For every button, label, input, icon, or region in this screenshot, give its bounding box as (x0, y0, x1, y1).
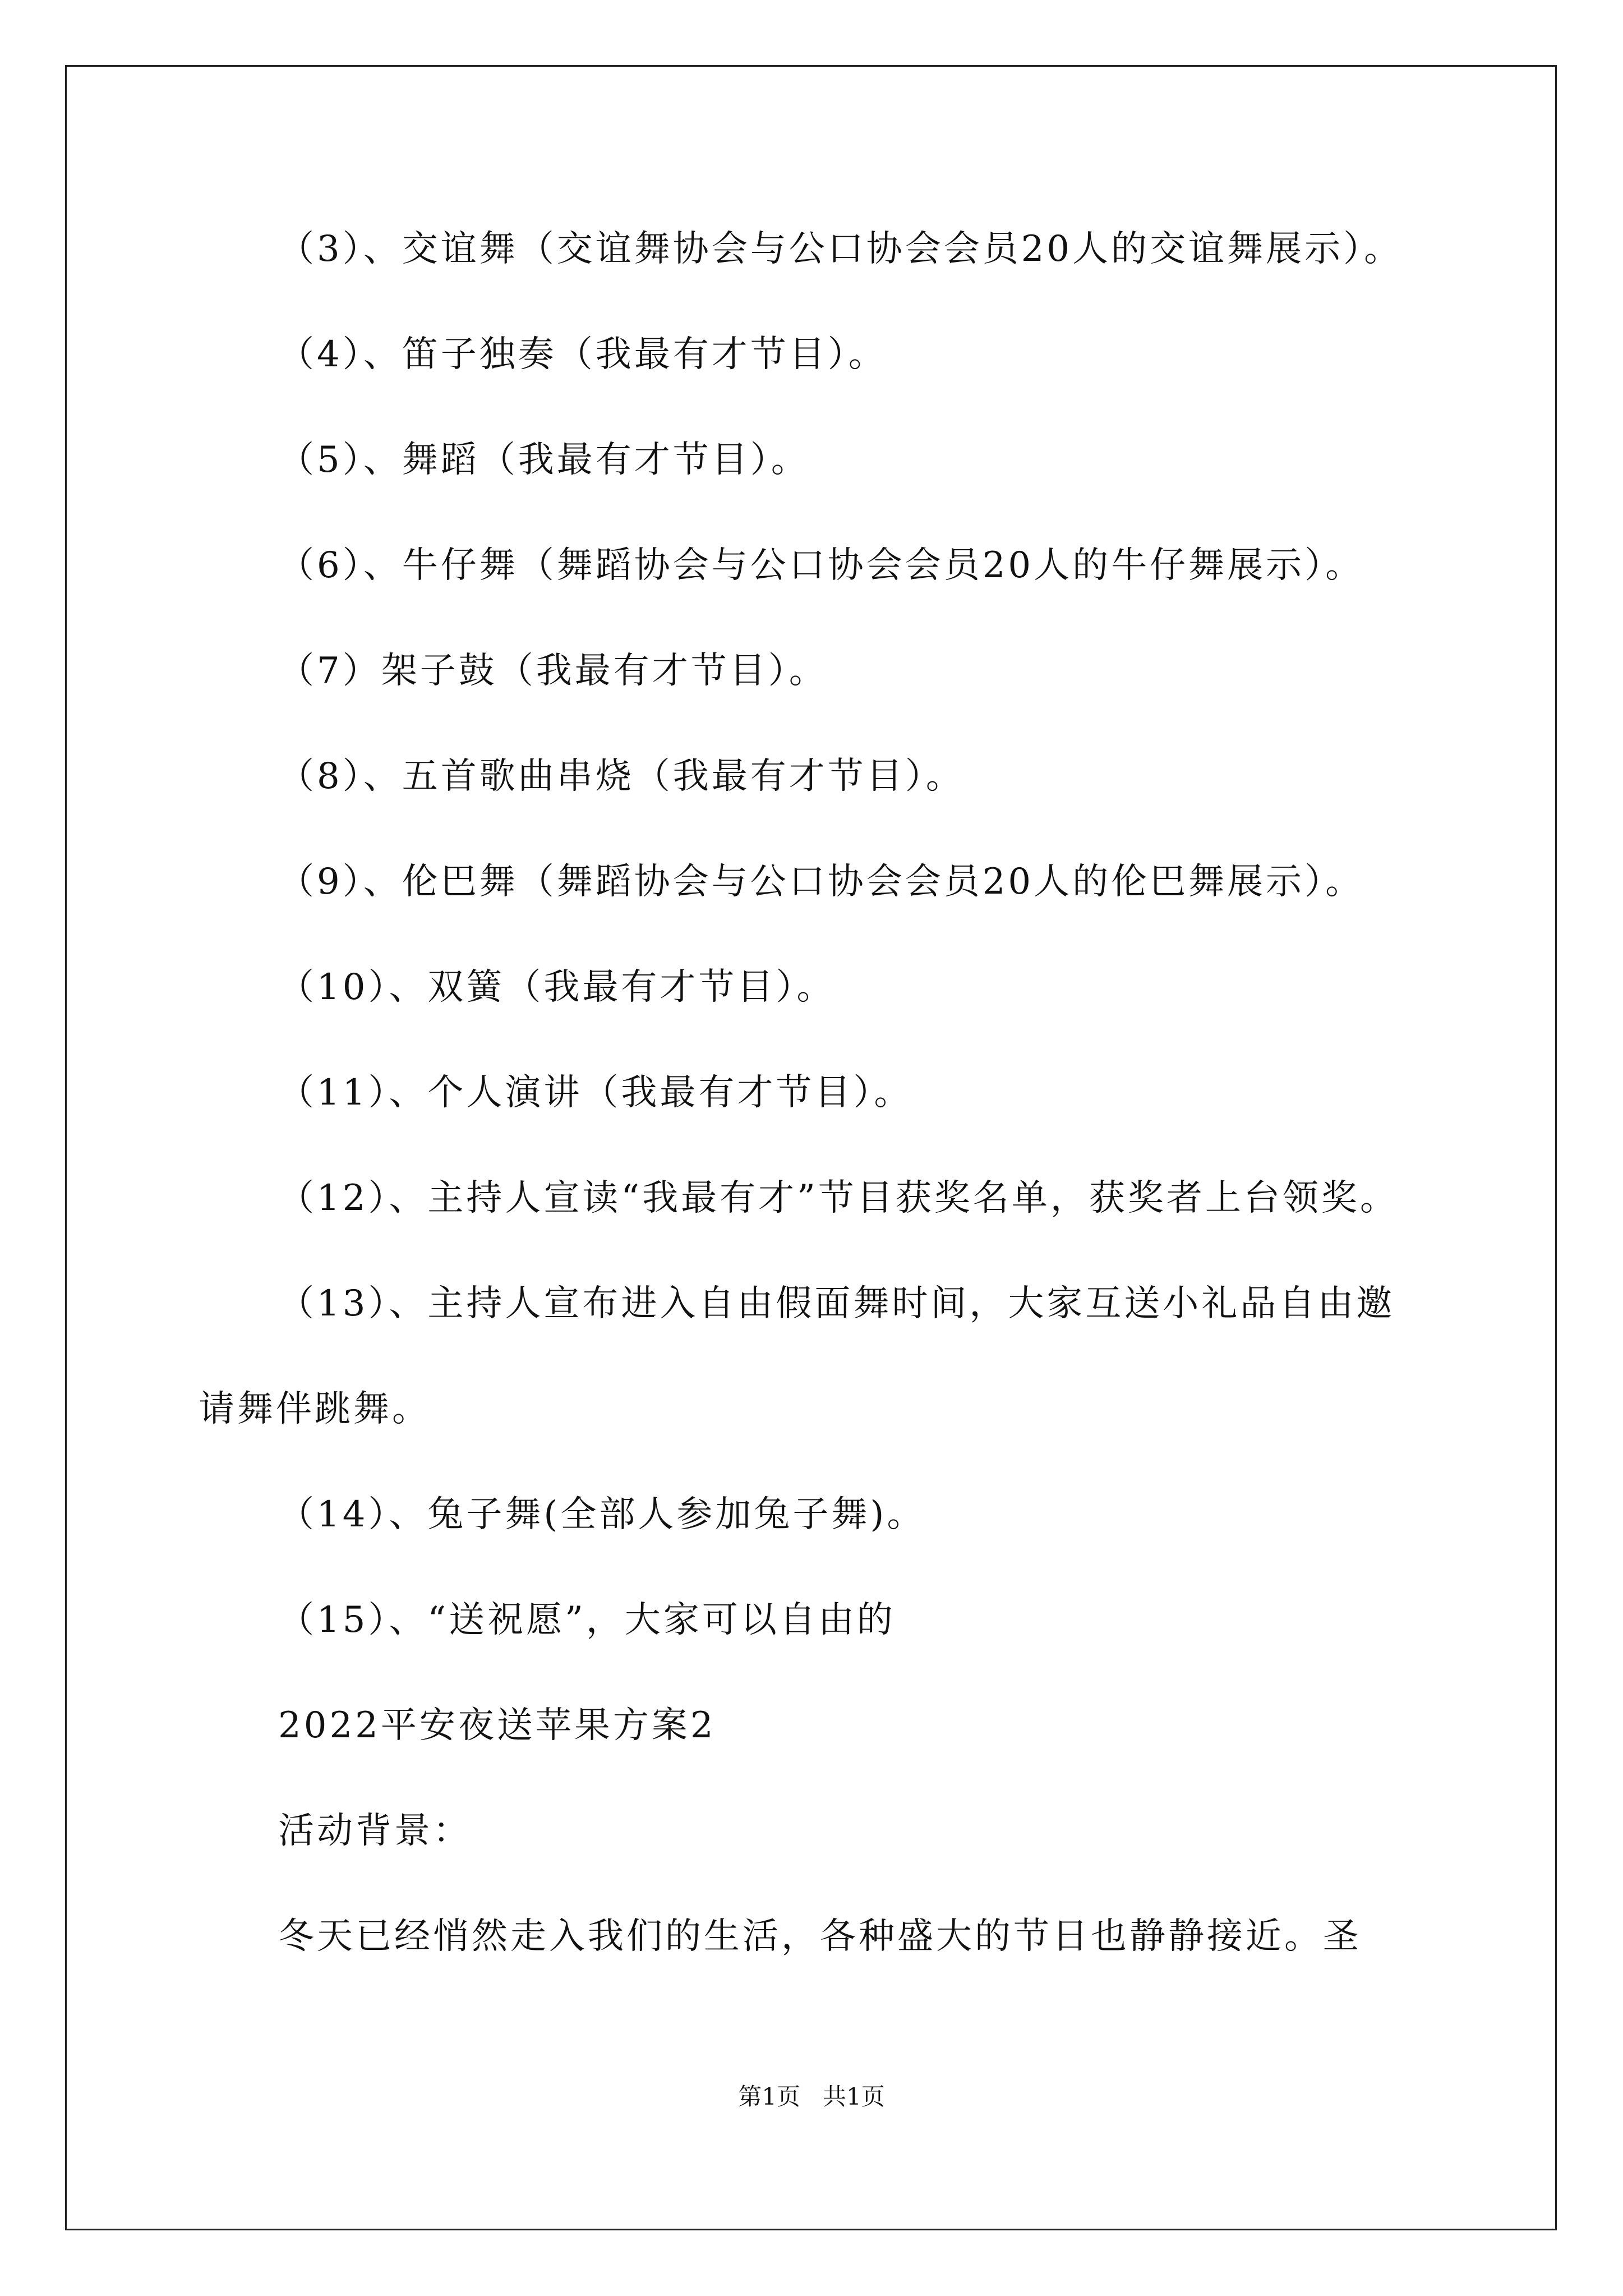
program-item-4: （4）、笛子独奏（我最有才节目）。 (278, 334, 887, 375)
activity-background-text: 冬天已经悄然走入我们的生活，各种盛大的节日也静静接近。圣 (278, 1916, 1362, 1957)
program-item-15: （15）、“送祝愿”，大家可以自由的 (278, 1599, 896, 1641)
page-border (65, 65, 1557, 2230)
page-footer: 第1页 共1页 (738, 2083, 885, 2110)
program-item-11: （11）、个人演讲（我最有才节目）。 (278, 1072, 913, 1114)
program-item-14: （14）、兔子舞(全部人参加兔子舞)。 (278, 1494, 926, 1535)
program-item-13-continued: 请舞伴跳舞。 (199, 1388, 431, 1430)
program-item-7: （7）架子鼓（我最有才节目）。 (278, 650, 828, 692)
program-item-12: （12）、主持人宣读“我最有才”节目获奖名单，获奖者上台领奖。 (278, 1177, 1399, 1219)
activity-background-label: 活动背景： (278, 1810, 472, 1852)
program-item-5: （5）、舞蹈（我最有才节目）。 (278, 439, 810, 481)
program-item-3: （3）、交谊舞（交谊舞协会与公口协会会员20人的交谊舞展示）。 (278, 228, 1403, 270)
program-item-9: （9）、伦巴舞（舞蹈协会与公口协会会员20人的伦巴舞展示）。 (278, 861, 1364, 903)
program-item-10: （10）、双簧（我最有才节目）。 (278, 967, 836, 1008)
program-item-6: （6）、牛仔舞（舞蹈协会与公口协会会员20人的牛仔舞展示）。 (278, 545, 1364, 586)
program-item-8: （8）、五首歌曲串烧（我最有才节目）。 (278, 756, 965, 797)
section-heading: 2022平安夜送苹果方案2 (278, 1705, 716, 1746)
program-item-13: （13）、主持人宣布进入自由假面舞时间，大家互送小礼品自由邀 (278, 1283, 1395, 1324)
